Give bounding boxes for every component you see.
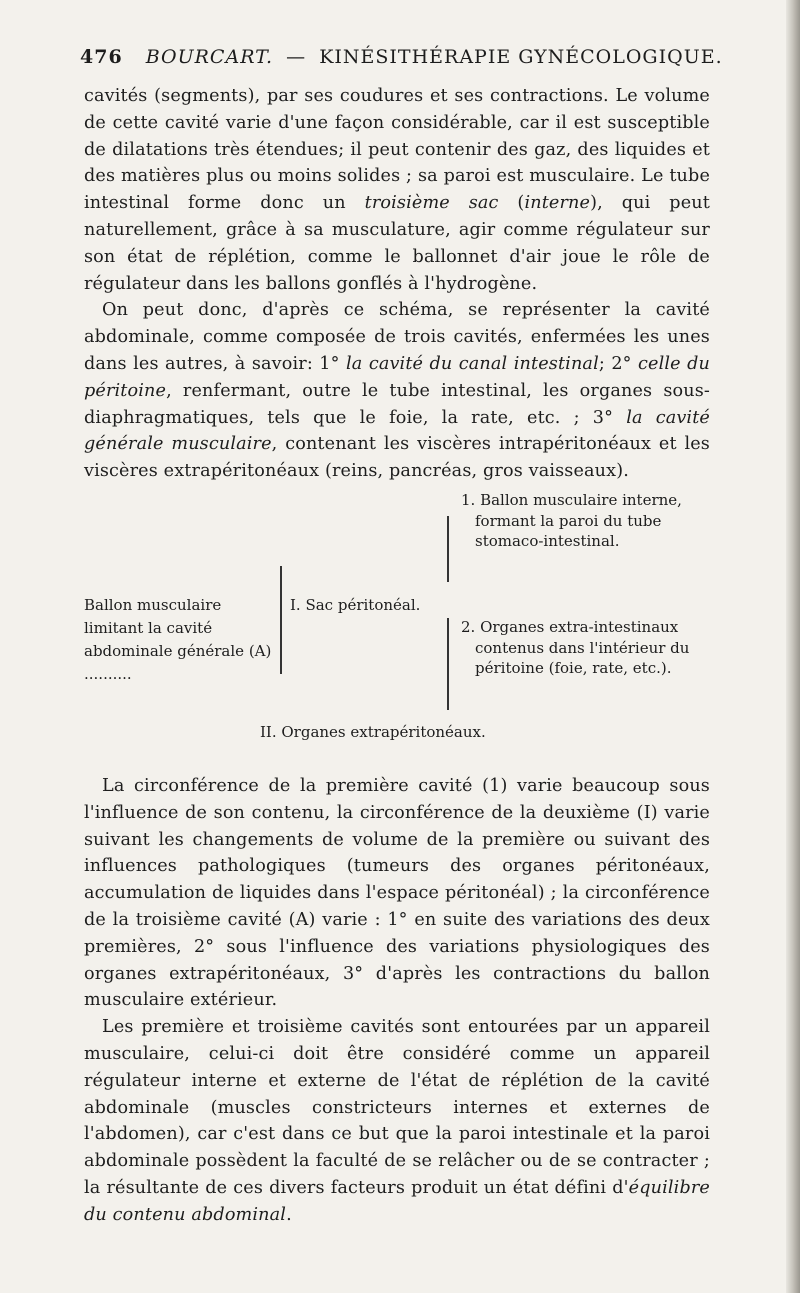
page-edge-shadow [786,0,800,1293]
p2-text-2: ; 2° [598,353,639,374]
p2-italic-1: la cavité du canal intestinal [346,353,599,374]
p2-text-3: , renfermant, outre le tube intestinal, les organes sous-diaphragmatiques, tels que le foie, la rate, etc. ; 3° [84,380,710,428]
p2-text-4: , contenant les viscères intrapéritonéaux et les viscères extrapéritonéaux (reins, pancréas, gros vaisseaux). [84,434,710,482]
diagram-item-1: 1. Ballon musculaire interne, formant la paroi du tube stomaco-intestinal. [461,491,682,550]
paragraph-1 [84,83,710,297]
diagram-item-ii: II. Organes extrapéritonéaux. [260,723,486,741]
header-author: BOURCART. [145,46,274,68]
diagram-brace-bottom [447,618,449,710]
p1-text-1: cavités (segments), par ses coudures et ses contractions. Le volume de cette cavité varie d'une façon considérable, car il est susceptible de dilatations très étendues; il peut contenir des gaz, des liquides et des matières plus ou moins solides ; sa paroi est musculaire. Le tube intestinal forme donc un [84,86,710,214]
text-block-top [84,83,710,485]
header-dash: — [286,46,307,68]
p1-text-2: ( [498,193,525,214]
paragraph-3: La circonférence de la première cavité (1) varie beaucoup sous l'influence de son contenu, la circonférence de la deuxième (I) varie suivant les changements de volume de la première ou suivant des influences pathologiques (tumeurs des organes péritonéaux, accumulation de liquides dans l'espace péritonéal) ; la circonférence de la troisième cavité (A) varie : 1° en suite des variations des deux premières, 2° sous l'influence des variations physiologiques des organes extrapéritonéaux, 3° d'après les contractions du ballon musculaire extérieur. [84,776,710,1011]
diagram-brace-left [280,566,282,674]
p4-text-2: . [286,1204,292,1225]
p1-italic-1: troisième sac [364,193,499,214]
p4-text-1: Les première et troisième cavités sont entourées par un appareil musculaire, celui-ci doit être considéré comme un appareil régulateur interne et externe de l'état de réplétion de la cavité abdominale (muscles constricteurs internes et externes de l'abdomen), car c'est dans ce but que la paroi intestinale et la paroi abdominale possèdent la faculté de se relâcher ou de se contracter ; la résultante de ces divers facteurs produit un état défini d' [84,1017,710,1198]
paragraph-4 [84,1014,710,1228]
header-title: KINÉSITHÉRAPIE GYNÉCOLOGIQUE. [319,46,723,68]
running-header [80,46,723,68]
p1-italic-2: interne [524,193,591,214]
cavity-schema-diagram [84,486,724,756]
page-number: 476 [80,46,123,68]
paragraph-2 [84,297,710,485]
diagram-left-label: Ballon musculaire limitant la cavité abdominale générale (A) .......... [84,596,272,683]
p1-text-3: ), qui peut naturellement, grâce à sa musculature, agir comme régulateur sur son état de réplétion, comme le ballonnet d'air joue le rôle de régulateur dans les ballons gonflés à l'hydrogène. [84,193,710,294]
diagram-mid-label: I. Sac péritonéal. [290,596,421,614]
text-block-bottom [84,773,710,1229]
p2-italic-2: celle du péritoine [84,353,710,401]
p2-italic-3: la cavité générale musculaire [84,407,710,455]
diagram-item-2: 2. Organes extra-intestinaux contenus dans l'intérieur du péritoine (foie, rate, etc.). [461,618,690,677]
p2-text-1: On peut donc, d'après ce schéma, se représenter la cavité abdominale, comme composée de trois cavités, enfermées les unes dans les autres, à savoir: 1° [84,300,710,374]
diagram-brace-top [447,516,449,582]
p4-italic-1: équilibre du contenu abdominal [84,1177,710,1225]
